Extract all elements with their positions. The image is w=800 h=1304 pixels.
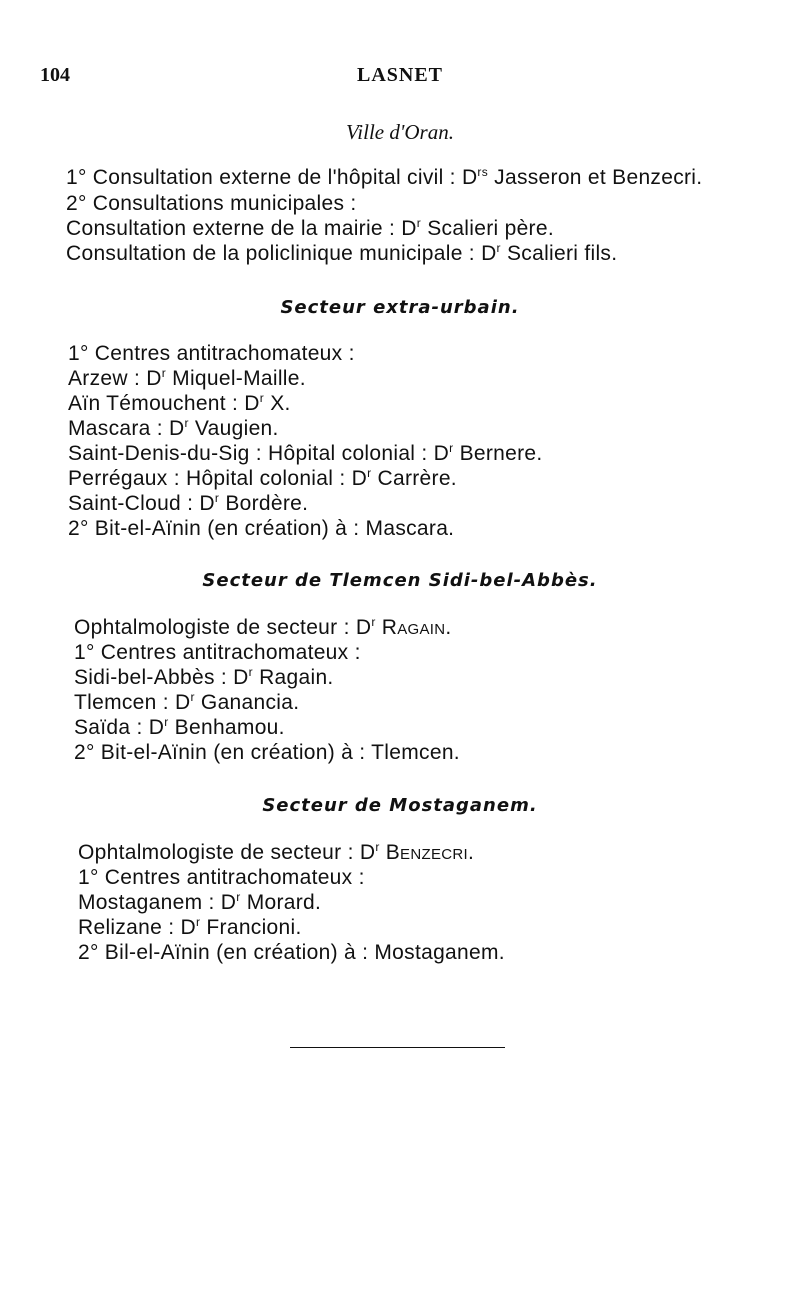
text-line: Consultation de la policlinique municipale : $D^r$ Scalieri fils. xyxy=(66,241,618,265)
text-line: Tlemcen : $D^r$ Ganancia. xyxy=(74,690,300,714)
section-heading-mostaganem: Secteur de Mostaganem. xyxy=(262,795,538,816)
text-line: 2° Bit-el-Aïnin (en création) à : Mascara. xyxy=(68,517,455,540)
running-head: LASNET xyxy=(356,64,444,86)
text-line: Saïda : $D^r$ Benhamou. xyxy=(74,715,285,739)
text-line: 2° Bit-el-Aïnin (en création) à : Tlemcen. xyxy=(74,741,460,764)
text-line: Saint-Cloud : $D^r$ Bordère. xyxy=(68,491,309,515)
text-line: 1° Centres antitrachomateux : xyxy=(74,641,361,664)
text-line: 1° Consultation externe de l'hôpital civil : $D^{rs}$ Jasseron et Benzecri. xyxy=(66,165,703,189)
text-line: Mascara : $D^r$ Vaugien. xyxy=(68,416,279,440)
text-line: Ophtalmologiste de secteur : $D^r$ Benzecri. xyxy=(78,840,475,864)
text-line: Sidi-bel-Abbès : $D^r$ Ragain. xyxy=(74,665,334,689)
text-line: Consultation externe de la mairie : $D^r$ Scalieri père. xyxy=(66,216,554,240)
text-line: 2° Consultations municipales : xyxy=(66,192,357,215)
text-line: 1° Centres antitrachomateux : xyxy=(78,866,365,889)
text-line: Arzew : $D^r$ Miquel-Maille. xyxy=(68,366,306,390)
text-line: Aïn Témouchent : $D^r$ X. xyxy=(68,391,291,415)
page-header xyxy=(40,64,760,94)
text-line: Mostaganem : $D^r$ Morard. xyxy=(78,890,322,914)
section-heading-tlemcen: Secteur de Tlemcen Sidi-bel-Abbès. xyxy=(202,570,598,591)
section-heading-oran: Ville d'Oran. xyxy=(346,120,454,144)
text-line: Perrégaux : Hôpital colonial : $D^r$ Carrère. xyxy=(68,466,457,490)
text-line: Saint-Denis-du-Sig : Hôpital colonial : $D^r$ Bernere. xyxy=(68,441,543,465)
text-line: Ophtalmologiste de secteur : $D^r$ Ragain. xyxy=(74,615,452,639)
end-rule xyxy=(290,1047,505,1048)
page-number: 104 xyxy=(40,64,70,86)
text-line: 1° Centres antitrachomateux : xyxy=(68,342,355,365)
section-heading-extra-urbain: Secteur extra-urbain. xyxy=(280,297,520,318)
text-line: Relizane : $D^r$ Francioni. xyxy=(78,915,302,939)
text-line: 2° Bil-el-Aïnin (en création) à : Mostaganem. xyxy=(78,941,505,964)
